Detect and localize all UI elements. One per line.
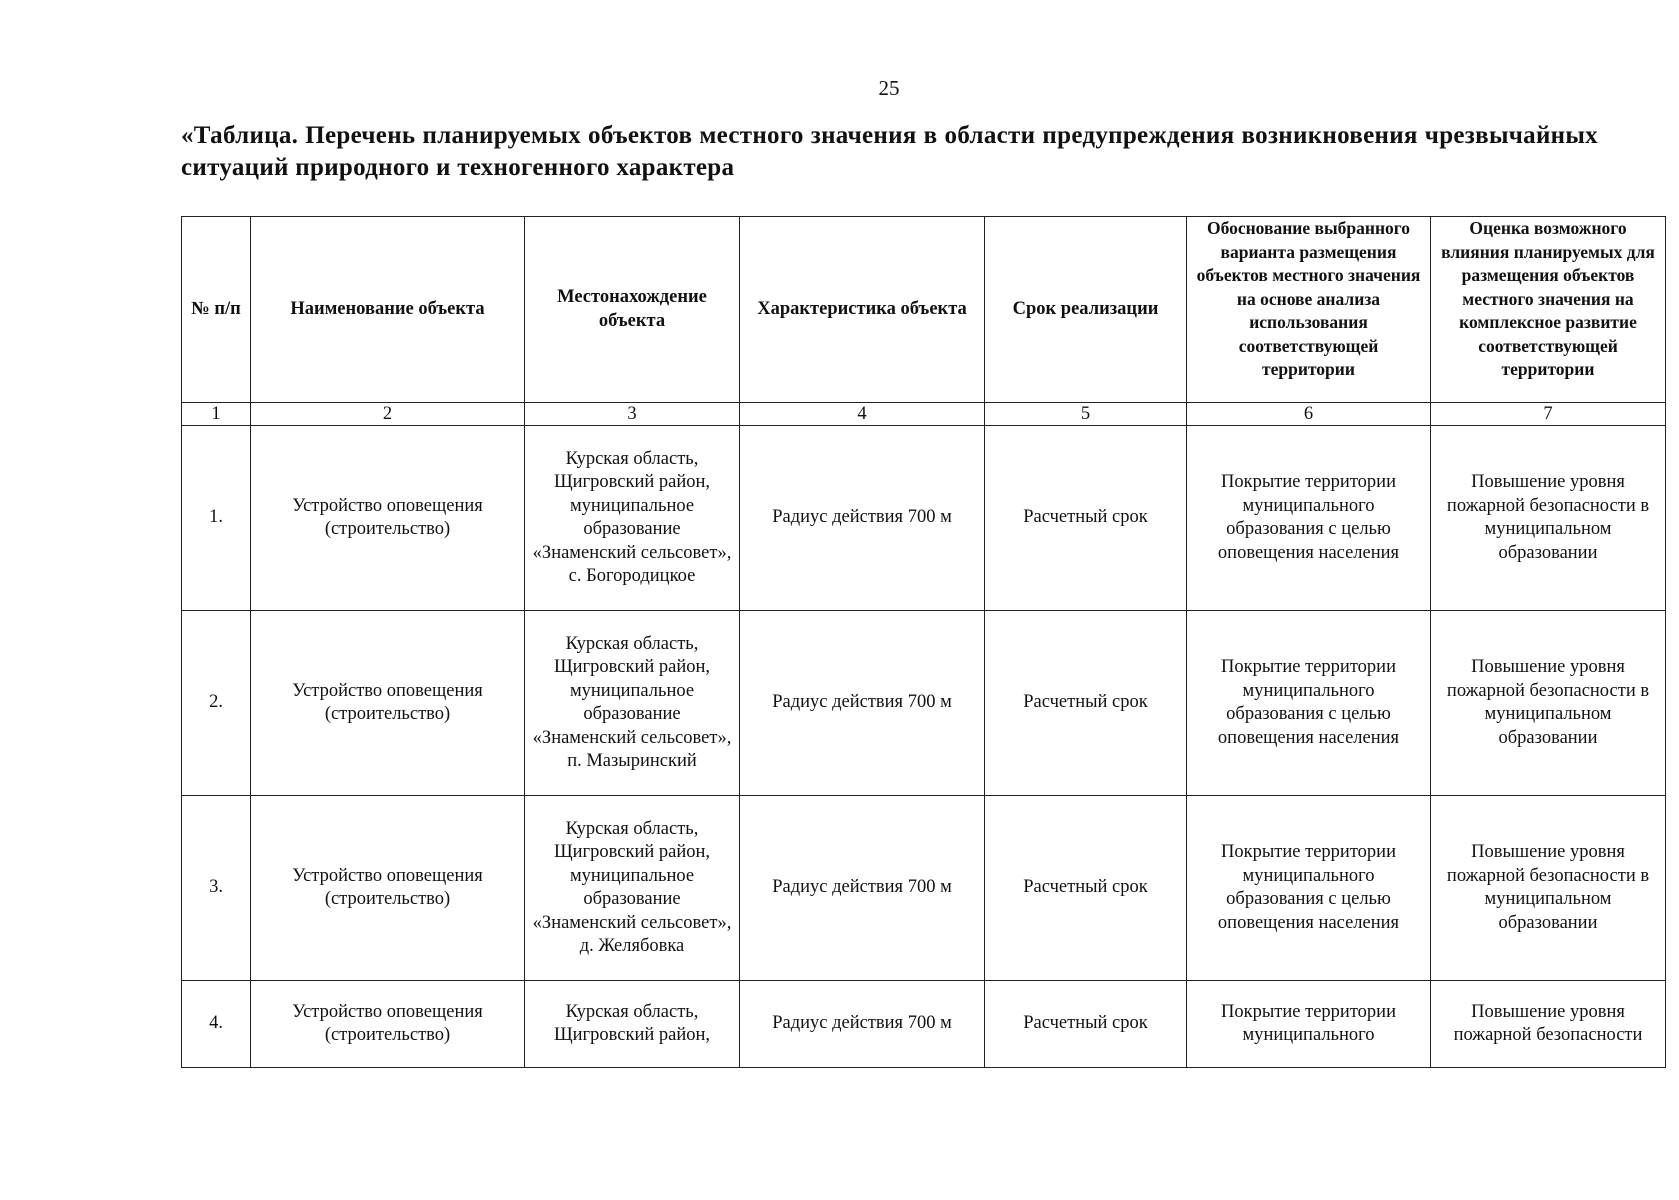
cell-characteristic: Радиус действия 700 м bbox=[740, 796, 985, 981]
table-header-row bbox=[182, 217, 1666, 403]
cell-number: 4. bbox=[182, 981, 251, 1068]
cell-impact: Повышение уровня пожарной безопасности в муниципальном образовании bbox=[1431, 796, 1666, 981]
column-number: 2 bbox=[251, 403, 525, 426]
cell-number: 1. bbox=[182, 426, 251, 611]
document-title: «Таблица. Перечень планируемых объектов местного значения в области предупреждения возникновения чрезвычайных ситуаций природного и техногенного характера bbox=[181, 122, 1598, 181]
header-justification: Обоснование выбранного варианта размещения объектов местного значения на основе анализа использования соответствующей территории bbox=[1187, 217, 1431, 403]
header-location: Местонахождение объекта bbox=[525, 217, 740, 403]
page-number: 25 bbox=[878, 76, 900, 100]
cell-term: Расчетный срок bbox=[985, 611, 1187, 796]
cell-location: Курская область, Щигровский район, bbox=[525, 981, 740, 1068]
cell-impact: Повышение уровня пожарной безопасности в муниципальном образовании bbox=[1431, 426, 1666, 611]
table-row bbox=[182, 796, 1666, 981]
header-object-name: Наименование объекта bbox=[251, 217, 525, 403]
cell-location: Курская область, Щигровский район, муниципальное образование «Знаменский сельсовет», с. Богородицкое bbox=[525, 426, 740, 611]
cell-object-name: Устройство оповещения (строительство) bbox=[251, 611, 525, 796]
cell-location: Курская область, Щигровский район, муниципальное образование «Знаменский сельсовет», п. Мазыринский bbox=[525, 611, 740, 796]
cell-object-name: Устройство оповещения (строительство) bbox=[251, 796, 525, 981]
cell-justification: Покрытие территории муниципального bbox=[1187, 981, 1431, 1068]
column-number: 5 bbox=[985, 403, 1187, 426]
cell-term: Расчетный срок bbox=[985, 981, 1187, 1068]
cell-number: 2. bbox=[182, 611, 251, 796]
cell-impact: Повышение уровня пожарной безопасности bbox=[1431, 981, 1666, 1068]
table-row bbox=[182, 611, 1666, 796]
cell-impact: Повышение уровня пожарной безопасности в муниципальном образовании bbox=[1431, 611, 1666, 796]
column-number: 1 bbox=[182, 403, 251, 426]
cell-term: Расчетный срок bbox=[985, 426, 1187, 611]
cell-justification: Покрытие территории муниципального образования с целью оповещения населения bbox=[1187, 426, 1431, 611]
header-characteristic: Характеристика объекта bbox=[740, 217, 985, 403]
column-number: 4 bbox=[740, 403, 985, 426]
cell-object-name: Устройство оповещения (строительство) bbox=[251, 426, 525, 611]
cell-location: Курская область, Щигровский район, муниципальное образование «Знаменский сельсовет», д. Желябовка bbox=[525, 796, 740, 981]
table-row bbox=[182, 426, 1666, 611]
cell-number: 3. bbox=[182, 796, 251, 981]
column-number: 6 bbox=[1187, 403, 1431, 426]
column-number: 3 bbox=[525, 403, 740, 426]
cell-justification: Покрытие территории муниципального образования с целью оповещения населения bbox=[1187, 796, 1431, 981]
cell-object-name: Устройство оповещения (строительство) bbox=[251, 981, 525, 1068]
header-number: № п/п bbox=[182, 217, 251, 403]
cell-term: Расчетный срок bbox=[985, 796, 1187, 981]
table-row bbox=[182, 981, 1666, 1068]
cell-characteristic: Радиус действия 700 м bbox=[740, 981, 985, 1068]
cell-justification: Покрытие территории муниципального образования с целью оповещения населения bbox=[1187, 611, 1431, 796]
column-number: 7 bbox=[1431, 403, 1666, 426]
cell-characteristic: Радиус действия 700 м bbox=[740, 426, 985, 611]
objects-table bbox=[181, 216, 1666, 1068]
header-impact: Оценка возможного влияния планируемых для размещения объектов местного значения на комплексное развитие соответствующей территории bbox=[1431, 217, 1666, 403]
cell-characteristic: Радиус действия 700 м bbox=[740, 611, 985, 796]
header-term: Срок реализации bbox=[985, 217, 1187, 403]
column-number-row bbox=[182, 403, 1666, 426]
